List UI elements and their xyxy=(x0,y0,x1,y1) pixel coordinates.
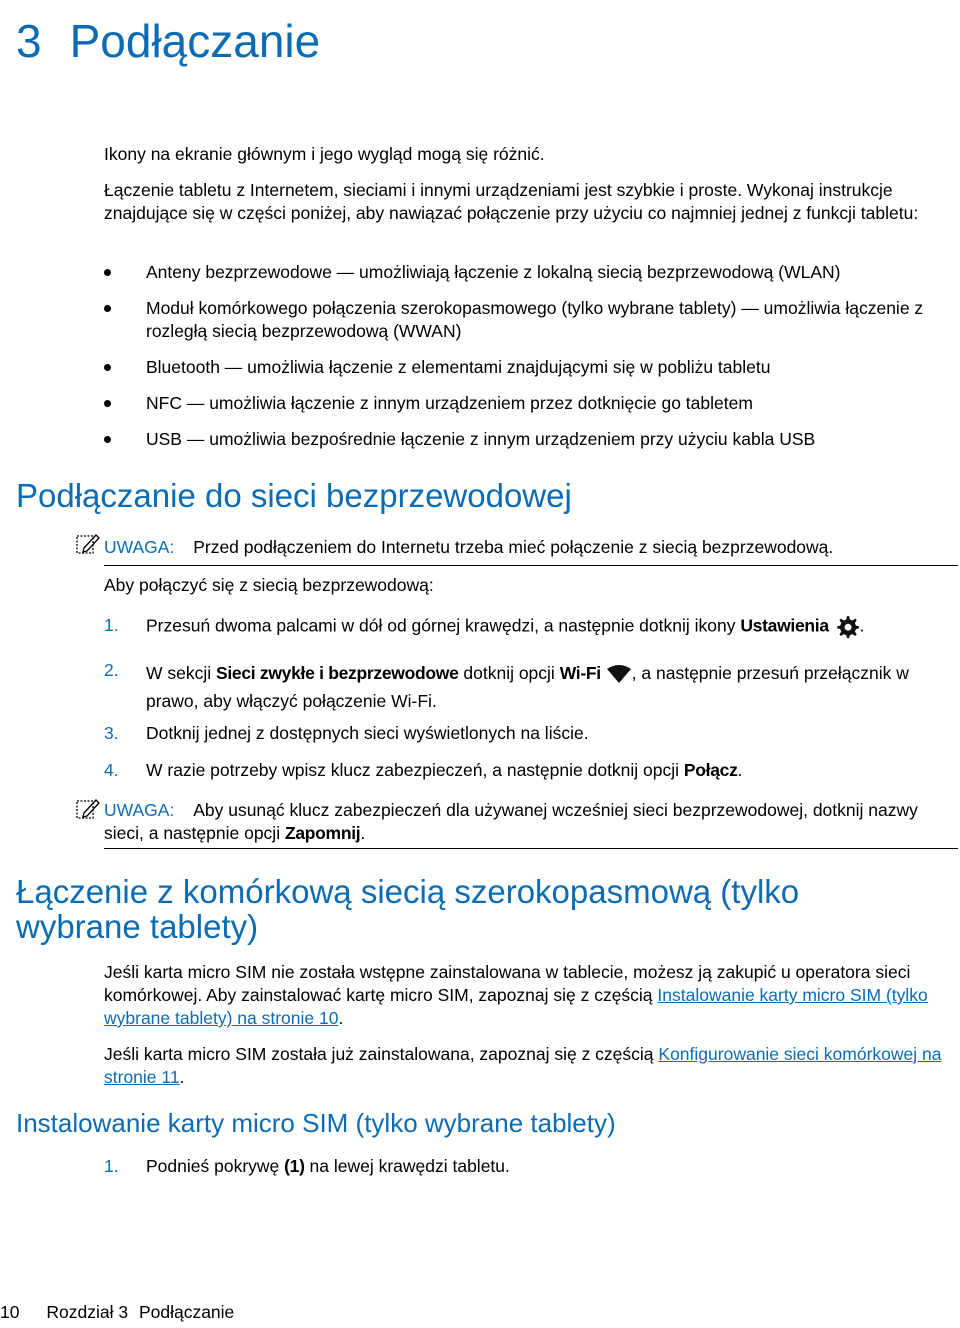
section-heading-cellular: Łączenie z komórkową siecią szerokopasmową (tylko wybrane tablety) xyxy=(16,873,800,945)
connect-label: Połącz xyxy=(683,760,738,780)
section-name: Sieci zwykłe i bezprzewodowe xyxy=(216,663,459,683)
page-footer xyxy=(0,1302,234,1323)
note-1 xyxy=(104,536,954,559)
note-label: UWAGA: xyxy=(104,800,175,820)
intro-paragraph-2: Łączenie tabletu z Internetem, sieciami i innymi urządzeniami jest szybkie i proste. Wykonaj instrukcje znajdujące się w części poniżej, aby nawiązać połączenie przy użyciu co najmniej jednej z funkcji tabletu: xyxy=(104,180,919,223)
page-number: 10 xyxy=(0,1302,20,1322)
footer-title: Podłączanie xyxy=(138,1302,235,1322)
steps-lead: Aby połączyć się z siecią bezprzewodową: xyxy=(104,575,434,595)
divider xyxy=(104,565,958,566)
forget-label: Zapomnij xyxy=(284,823,361,843)
footer-chapter: Rozdział 3 xyxy=(46,1302,129,1322)
gear-icon xyxy=(834,614,860,640)
section-heading-wireless: Podłączanie do sieci bezprzewodowej xyxy=(16,477,572,514)
section-heading-sim: Instalowanie karty micro SIM (tylko wybrane tablety) xyxy=(16,1108,616,1138)
bullet-icon xyxy=(104,400,111,407)
chapter-title xyxy=(16,14,320,68)
note-2: UWAGA: Aby usunąć klucz zabezpieczeń dla używanej wcześniej sieci bezprzewodowej, dotknij nazwy sieci, a następnie opcji Zapomnij. xyxy=(104,800,918,843)
intro-paragraph-1: Ikony na ekranie głównym i jego wygląd mogą się różnić. xyxy=(104,144,545,164)
link-install-sim[interactable]: Instalowanie karty micro SIM (tylko wybrane tablety) na stronie 10 xyxy=(104,985,928,1028)
bullet-icon xyxy=(104,436,111,443)
note-icon xyxy=(76,533,100,555)
wifi-label: Wi-Fi xyxy=(559,663,601,683)
bullet-icon xyxy=(104,305,111,312)
link-configure-network[interactable]: Konfigurowanie sieci komórkowej na stronie 11 xyxy=(104,1044,942,1087)
bullet-icon xyxy=(104,269,111,276)
wifi-icon xyxy=(606,664,632,684)
cellular-paragraph-1: Jeśli karta micro SIM nie została wstępne zainstalowana w tablecie, możesz ją zakupić u operatora sieci komórkowej. Aby zainstalować kartę micro SIM, zapoznaj się z częścią Instalowanie karty micro SIM (tylko wybrane tablety) na stronie 10. xyxy=(104,962,928,1028)
settings-label: Ustawienia xyxy=(740,615,829,636)
chapter-name: Podłączanie xyxy=(69,15,321,67)
cellular-paragraph-2: Jeśli karta micro SIM została już zainstalowana, zapoznaj się z częścią Konfigurowanie sieci komórkowej na stronie 11. xyxy=(104,1044,942,1087)
note-text: Przed podłączeniem do Internetu trzeba mieć połączenie z siecią bezprzewodową. xyxy=(193,537,834,557)
note-icon xyxy=(76,798,100,820)
bullet-icon xyxy=(104,364,111,371)
note-label: UWAGA: xyxy=(104,537,175,557)
divider xyxy=(104,848,958,849)
chapter-number: 3 xyxy=(16,15,42,67)
